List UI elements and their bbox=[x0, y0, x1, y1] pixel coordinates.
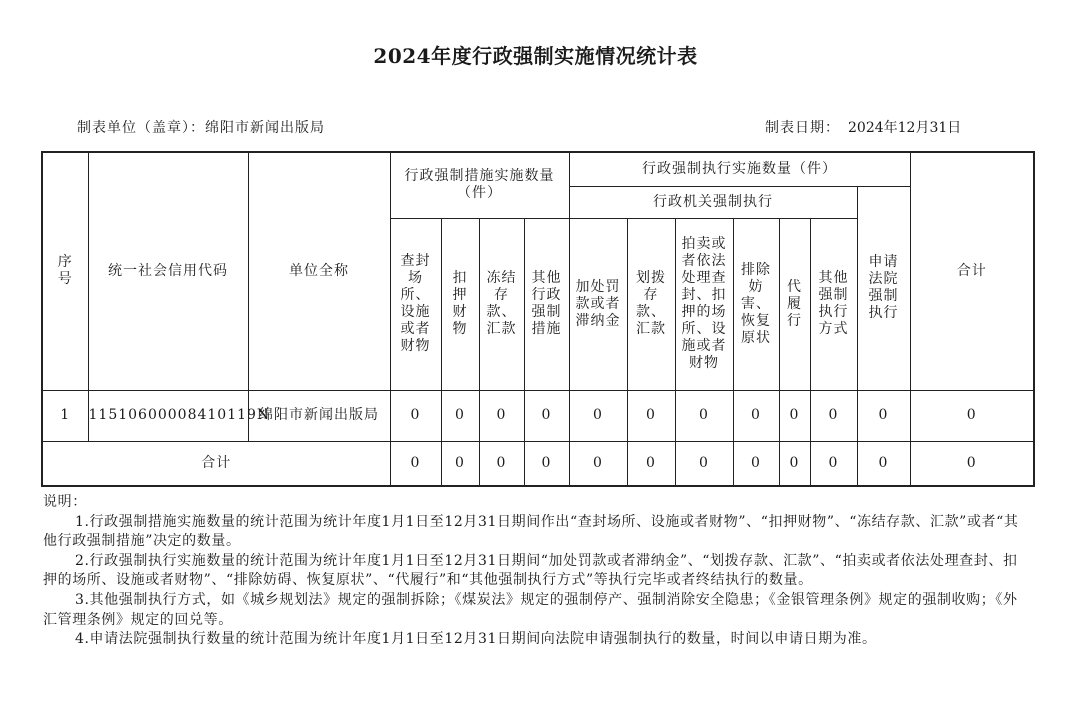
row-value-penalty: 0 bbox=[569, 390, 627, 441]
header-execution-group: 行政强制执行实施数量（件） bbox=[569, 152, 910, 186]
header-unit-name: 单位全称 bbox=[248, 152, 390, 390]
row-value-transfer: 0 bbox=[627, 390, 675, 441]
header-penalty: 加处罚款或者滞纳金 bbox=[569, 218, 627, 390]
header-court: 申请法院强制执行 bbox=[857, 186, 910, 390]
total-value-transfer: 0 bbox=[627, 441, 675, 486]
header-seal-site: 查封场所、设施或者财物 bbox=[390, 218, 441, 390]
note-item: 2.行政强制执行实施数量的统计范围为统计年度1月1日至12月31日期间“加处罚款或者滞纳金”、“划拨存款、汇款”、“拍卖或者依法处理查封、扣押的场所、设施或者财物”、“排除妨碍、恢复原状”、“代履行”和“其他强制执行方式”等执行完毕或者终结执行的数量。 bbox=[43, 552, 1018, 589]
row-value-auction: 0 bbox=[675, 390, 733, 441]
total-value-detain: 0 bbox=[441, 441, 479, 486]
prepared-date-label: 制表日期： bbox=[765, 120, 840, 136]
document-title: 2024年度行政强制实施情况统计表 bbox=[373, 44, 698, 68]
row-credit-code: 11510600008410119N bbox=[88, 390, 248, 441]
notes-heading: 说明： bbox=[43, 494, 87, 510]
header-other-execution: 其他强制执行方式 bbox=[810, 218, 857, 390]
row-value-detain: 0 bbox=[441, 390, 479, 441]
row-value-total: 0 bbox=[910, 390, 1034, 441]
header-auction: 拍卖或者依法处理查封、扣押的场所、设施或者财物 bbox=[675, 218, 733, 390]
header-other-measures: 其他行政强制措施 bbox=[524, 218, 569, 390]
header-credit-code: 统一社会信用代码 bbox=[88, 152, 248, 390]
total-value-remove: 0 bbox=[733, 441, 779, 486]
row-value-freeze: 0 bbox=[479, 390, 524, 441]
total-row-label: 合计 bbox=[42, 441, 390, 486]
row-unit-name: 绵阳市新闻出版局 bbox=[248, 390, 390, 441]
row-value-other-measures: 0 bbox=[524, 390, 569, 441]
row-value-court: 0 bbox=[857, 390, 910, 441]
total-value-other-measures: 0 bbox=[524, 441, 569, 486]
prepared-date-value: 2024年12月31日 bbox=[848, 120, 962, 136]
header-remove: 排除妨害、恢复原状 bbox=[733, 218, 779, 390]
row-value-seal-site: 0 bbox=[390, 390, 441, 441]
header-total: 合计 bbox=[910, 152, 1034, 390]
header-substitute: 代履行 bbox=[779, 218, 810, 390]
table-row bbox=[42, 390, 1034, 441]
total-value-auction: 0 bbox=[675, 441, 733, 486]
total-value-seal-site: 0 bbox=[390, 441, 441, 486]
header-transfer: 划拨存款、汇款 bbox=[627, 218, 675, 390]
prepared-by-unit: 制表单位（盖章）：绵阳市新闻出版局 bbox=[77, 120, 325, 136]
prepared-date bbox=[765, 117, 961, 137]
header-seq: 序号 bbox=[42, 152, 88, 390]
row-value-remove: 0 bbox=[733, 390, 779, 441]
row-value-substitute: 0 bbox=[779, 390, 810, 441]
note-item: 3.其他强制执行方式，如《城乡规划法》规定的强制拆除；《煤炭法》规定的强制停产、强制消除安全隐患；《金银管理条例》规定的强制收购；《外汇管理条例》规定的回兑等。 bbox=[43, 591, 1018, 628]
total-row bbox=[42, 441, 1034, 486]
notes-section bbox=[43, 493, 1028, 650]
row-seq: 1 bbox=[42, 390, 88, 441]
statistics-table bbox=[41, 151, 1035, 487]
header-freeze: 冻结存款、汇款 bbox=[479, 218, 524, 390]
row-value-other-execution: 0 bbox=[810, 390, 857, 441]
header-agency-execution-group: 行政机关强制执行 bbox=[569, 186, 857, 218]
total-value-substitute: 0 bbox=[779, 441, 810, 486]
note-item: 1.行政强制措施实施数量的统计范围为统计年度1月1日至12月31日期间作出“查封场所、设施或者财物”、“扣押财物”、“冻结存款、汇款”或者“其他行政强制措施”决定的数量。 bbox=[43, 513, 1019, 550]
total-value-total: 0 bbox=[910, 441, 1034, 486]
note-item: 4.申请法院强制执行数量的统计范围为统计年度1月1日至12月31日期间向法院申请强制执行的数量，时间以申请日期为准。 bbox=[75, 631, 877, 648]
total-value-court: 0 bbox=[857, 441, 910, 486]
total-value-other-execution: 0 bbox=[810, 441, 857, 486]
header-measures-group: 行政强制措施实施数量（件） bbox=[390, 152, 569, 218]
total-value-freeze: 0 bbox=[479, 441, 524, 486]
header-detain: 扣押财物 bbox=[441, 218, 479, 390]
total-value-penalty: 0 bbox=[569, 441, 627, 486]
